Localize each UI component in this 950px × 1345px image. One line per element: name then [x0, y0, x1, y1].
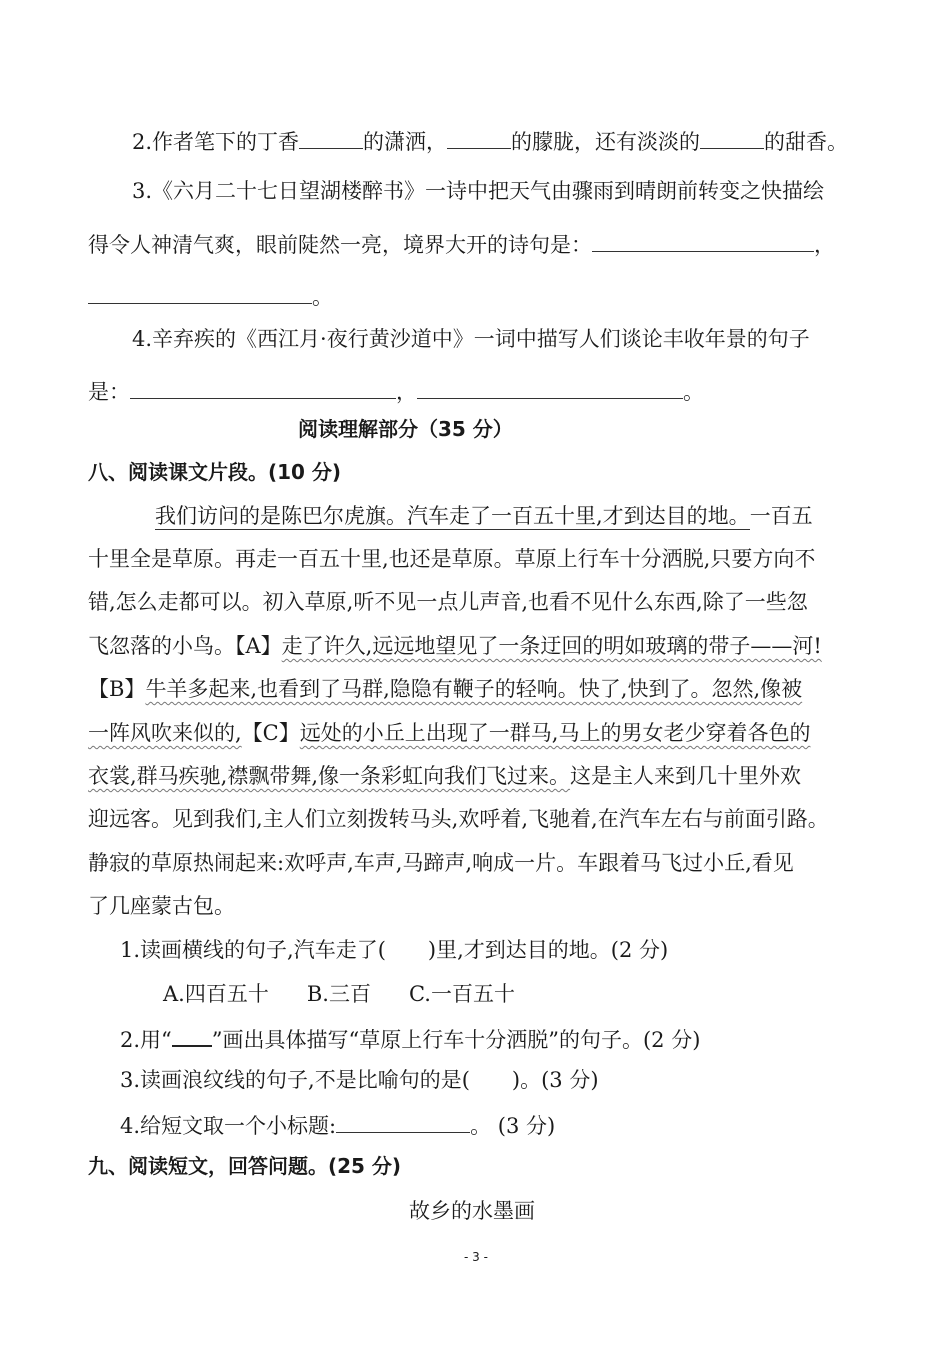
passage-line: [88, 723, 810, 744]
q2-text-c: 的朦胧，还有淡淡的: [511, 130, 701, 154]
answer-blank: [130, 380, 396, 399]
passage-line: 迎远客。见到我们,主人们立刻拨转马头,欢呼着,飞驰着,在汽车左右与前面引路。: [88, 807, 829, 831]
passage-line: [88, 679, 802, 700]
section-9-heading: 九、阅读短文，回答问题。(25 分): [88, 1154, 402, 1178]
fill-in-q3-line1: 3.《六月二十七日望湖楼醉书》一诗中把天气由骤雨到晴朗前转变之快描绘: [132, 179, 825, 203]
option-a: A.四百五十: [163, 982, 269, 1006]
answer-blank: [88, 285, 312, 304]
passage-text: 一百五: [749, 504, 813, 528]
fill-in-q4-line2: [88, 380, 704, 403]
passage-line: 十里全是草原。再走一百五十里,也还是草原。草原上行车十分洒脱,只要方向不: [88, 547, 816, 571]
section-8-heading: 八、阅读课文片段。(10 分): [88, 460, 342, 484]
question-2: [120, 1027, 700, 1051]
answer-blank: [336, 1114, 470, 1133]
answer-blank: [700, 130, 764, 149]
answer-blank: [299, 130, 363, 149]
marker-b: 【B】: [88, 677, 146, 701]
passage-line: [155, 506, 813, 527]
marker-c: 【C】: [241, 721, 300, 745]
q4-end: 。: [683, 380, 704, 404]
q4-text: 是：: [88, 380, 130, 404]
wavy-sentence-c-cont: 衣裳,群马疾驰,襟飘带舞,像一条彩虹向我们飞过来。: [88, 764, 571, 788]
passage-line: 错,怎么走都可以。初入草原,听不见一点儿声音,也看不见什么东西,除了一些忽: [88, 590, 808, 614]
answer-blank: [592, 233, 814, 252]
q3-end: 。: [312, 285, 333, 309]
question-1: 1.读画横线的句子,汽车走了( )里,才到达目的地。(2 分): [120, 938, 669, 962]
story-title: 故乡的水墨画: [409, 1199, 535, 1223]
q4-text-b: 。 (3 分): [470, 1114, 556, 1138]
passage-line: [88, 766, 801, 787]
fill-in-q4-line1: 4.辛弃疾的《西江月·夜行黄沙道中》一词中描写人们谈论丰收年景的句子: [132, 327, 810, 351]
passage-line: [88, 636, 822, 657]
q4-text-a: 4.给短文取一个小标题:: [120, 1114, 337, 1138]
answer-blank: [447, 130, 511, 149]
q4-comma: ，: [396, 380, 417, 404]
wavy-sentence-c: 远处的小丘上出现了一群马,马上的男女老少穿着各色的: [299, 721, 811, 745]
q2-text-a: 2.用“: [120, 1028, 172, 1052]
wavy-sentence-a: 走了许久,远远地望见了一条迂回的明如玻璃的带子——河!: [281, 634, 822, 658]
q2-text-d: 的甜香。: [764, 130, 849, 154]
question-1-options: [163, 984, 515, 1005]
answer-blank: [417, 380, 683, 399]
q2-text-b: ”画出具体描写“草原上行车十分洒脱”的句子。(2 分): [211, 1028, 701, 1052]
wavy-sentence-b-cont: 一阵风吹来似的,: [88, 721, 242, 745]
passage-line: 静寂的草原热闹起来:欢呼声,车声,马蹄声,响成一片。车跟着马飞过小丘,看见: [88, 851, 794, 875]
underline-sample: [172, 1027, 212, 1047]
passage-text: 飞忽落的小鸟。【A】: [88, 634, 282, 658]
underlined-sentence: 我们访问的是陈巴尔虎旗。汽车走了一百五十里,才到达目的地。: [155, 504, 750, 528]
fill-in-q3-line2: [88, 233, 835, 256]
q3-text: 得令人神清气爽，眼前陡然一亮，境界大开的诗句是：: [88, 233, 592, 257]
page-number: - 3 -: [464, 1250, 488, 1264]
option-b: B.三百: [306, 982, 371, 1006]
q2-text-a: 2.作者笔下的丁香: [132, 130, 300, 154]
option-c: C.一百五十: [408, 982, 515, 1006]
reading-section-title: 阅读理解部分（35 分）: [298, 417, 513, 441]
q2-text-b: 的潇洒，: [363, 130, 448, 154]
q3-comma: ，: [814, 233, 835, 257]
wavy-sentence-b: 牛羊多起来,也看到了马群,隐隐有鞭子的轻响。快了,快到了。忽然,像被: [145, 677, 803, 701]
passage-text: 这是主人来到几十里外欢: [570, 764, 802, 788]
question-3: 3.读画浪纹线的句子,不是比喻句的是( )。(3 分): [120, 1068, 599, 1092]
fill-in-q2: [132, 130, 848, 153]
fill-in-q3-line3: [88, 285, 333, 308]
question-4: [120, 1114, 555, 1137]
passage-line: 了几座蒙古包。: [88, 894, 235, 918]
